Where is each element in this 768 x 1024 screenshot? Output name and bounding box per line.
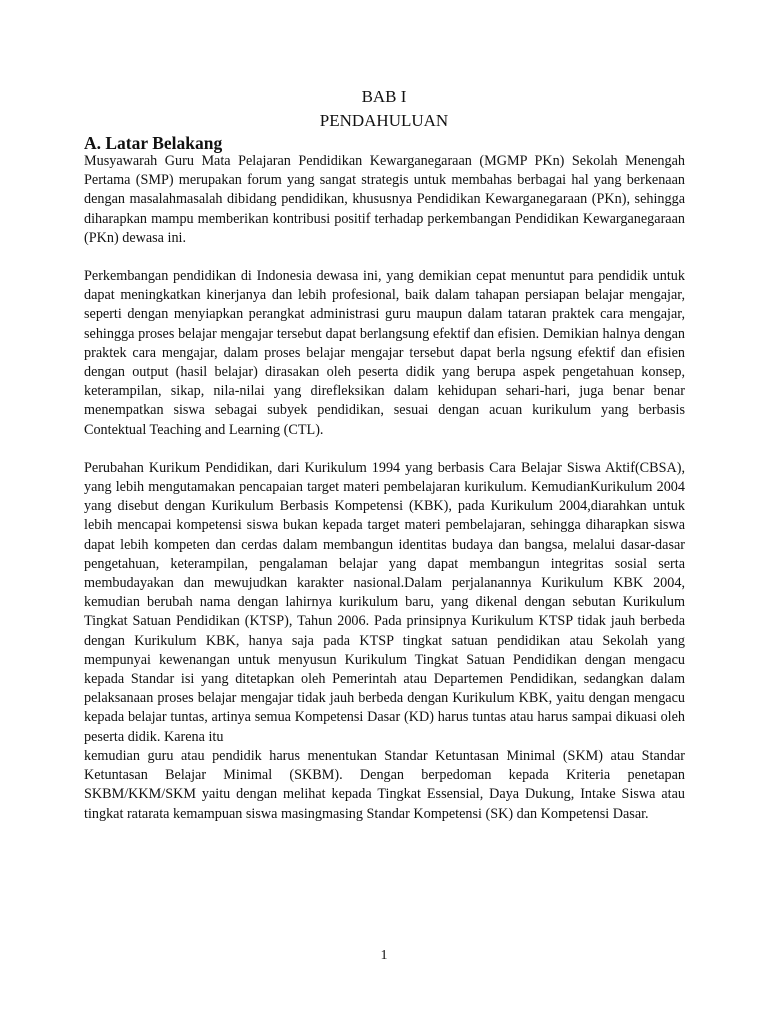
paragraph-education-development: Perkembangan pendidikan di Indonesia dewasa ini, yang demikian cepat menuntut para pendidik untuk dapat meningkatkan kinerjanya dan lebih profesional, baik dalam tahapan persiapan belajar mengajar, seperti dengan menyiapkan perangkat administrasi guru maupun dalam tataran praktek cara mengajar, sehingga proses belajar mengajar tersebut dapat berlangsung efektif dan efisien. Demikian halnya dengan praktek cara mengajar, dalam proses belajar mengajar tersebut dapat berla ngsung efektif dan efisien dengan output (hasil belajar) dirasakan oleh peserta didik yang berupa aspek pengetahuan konsep, keterampilan, sikap, nila-nilai yang direfleksikan dalam kehidupan sehari-hari, juga benar benar menempatkan siswa sebagai subyek pendidikan, sesuai dengan acuan kurikulum yang berbasis Contektual Teaching and Learning (CTL). [84, 268, 685, 438]
paragraph-curriculum-change: Perubahan Kurikum Pendidikan, dari Kurikulum 1994 yang berbasis Cara Belajar Siswa Aktif(CBSA), yang lebih mengutamakan pencapaian target materi pembelajaran kurikulum. KemudianKurikulum 2004 yang disebut dengan Kurikulum Berbasis Kompetensi (KBK), pada Kurikulum 2004,diarahkan untuk lebih mencapai kompetensi siswa bukan kepada target materi pembelajaran, sehingga diharapkan siswa dapat lebih kompeten dan cerdas dalam membangun identitas budaya dan bangsa, melalui dasar-dasar pengetahuan, keterampilan, pengalaman belajar yang dapat membangun integritas sosial serta membudayakan dan mewujudkan karakter nasional.Dalam perjalanannya Kurikulum KBK 2004, kemudian berubah nama dengan lahirnya kurikulum baru, yang dikenal dengan sebutan Kurikulum Tingkat Satuan Pendidikan (KTSP), Tahun 2006. Pada prinsipnya Kurikulum KTSP tidak jauh berbeda dengan Kurikulum KBK, hanya saja pada KTSP tingkat satuan pendidikan atau Sekolah yang mempunyai kewenangan untuk menyusun Kurikulum Tingkat Satuan Pendidikan dengan mengacu kepada Standar isi yang ditetapkan oleh Pemerintah atau Departemen Pendidikan, sedangkan dalam pelaksanaan proses belajar mengajar tidak jauh berbeda dengan Kurikulum KBK, yaitu dengan mengacu kepada belajar tuntas, artinya semua Kompetensi Dasar (KD) harus tuntas atau harus sampai dikuasi oleh peserta didik. Karena itu [84, 459, 685, 745]
chapter-title: PENDAHULUAN [319, 111, 449, 130]
section-heading: A. Latar Belakang [84, 133, 223, 153]
paragraph-mgmp-intro: Musyawarah Guru Mata Pelajaran Pendidikan Kewarganegaraan (MGMP PKn) Sekolah Menengah Pertama (SMP) merupakan forum yang sangat strategis untuk membahas berbagai hal yang berkenaan dengan masalahmasalah dibidang pendidikan, khususnya Pendidikan Kewarganegaraan (PKn), sehingga diharapkan mampu memberikan kontribusi positif terhadap perkembangan Pendidikan Kewarganegaraan (PKn) dewasa ini. [84, 153, 685, 246]
chapter-number: BAB I [361, 87, 407, 106]
paragraph-minimum-standard: kemudian guru atau pendidik harus menentukan Standar Ketuntasan Minimal (SKM) atau Standar Ketuntasan Belajar Minimal (SKBM). Dengan berpedoman kepada Kriteria penetapan SKBM/KKM/SKM yaitu dengan melihat kepada Tingkat Essensial, Daya Dukung, Intake Siswa atau tingkat ratarata kemampuan siswa masingmasing Standar Kompetensi (SK) dan Kompetensi Dasar. [84, 747, 685, 822]
page-number: 1 [380, 948, 388, 963]
body-text [84, 152, 685, 843]
